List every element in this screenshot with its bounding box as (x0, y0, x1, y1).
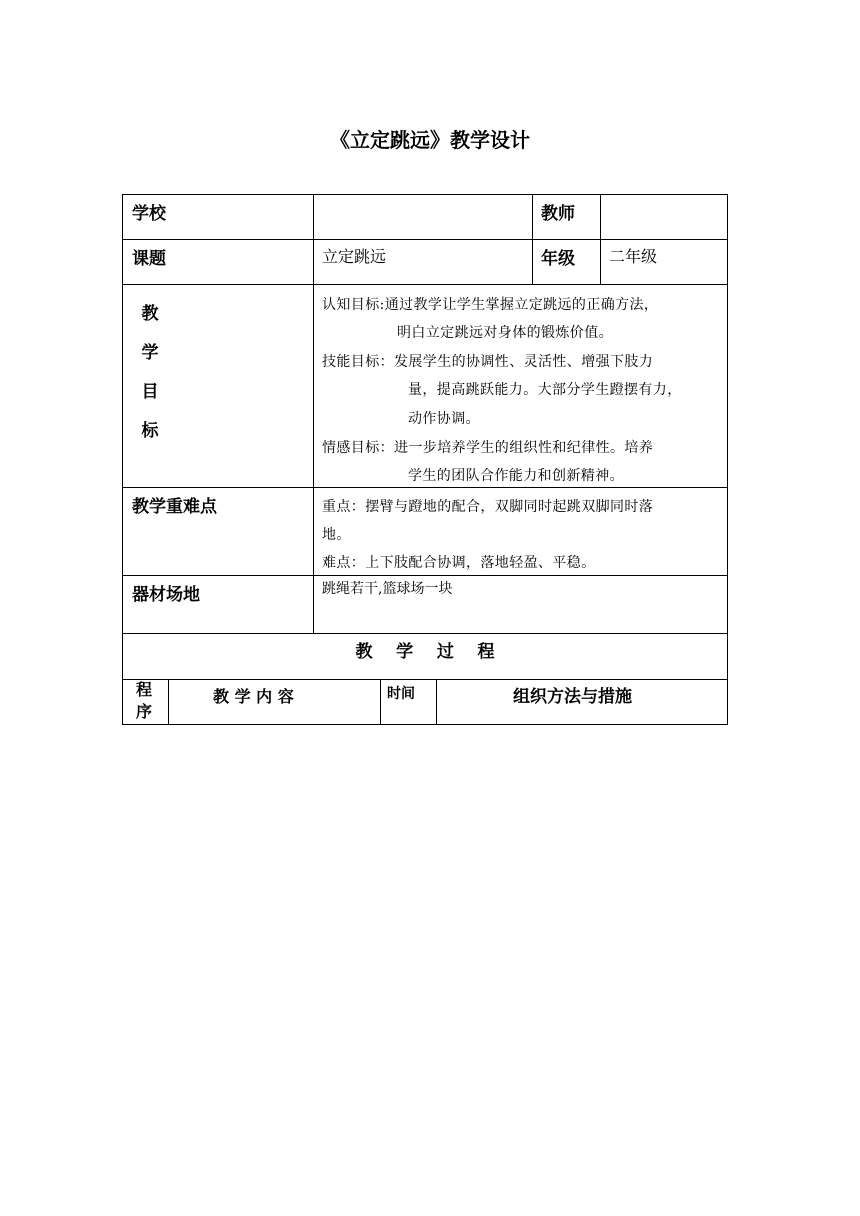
method-header: 组织方法与措施 (513, 687, 632, 707)
difficult-point-line: 难点：上下肢配合协调，落地轻盈、平稳。 (322, 555, 596, 571)
column-divider (313, 195, 314, 633)
goal-affective-line: 学生的团队合作能力和创新精神。 (408, 468, 624, 484)
grade-value: 二年级 (609, 247, 658, 266)
goal-skill-line: 量，提高跳跃能力。大部分学生蹬摆有力， (408, 382, 682, 398)
goal-skill-line: 技能目标：发展学生的协调性、灵活性、增强下肢力 (322, 354, 654, 370)
key-point-line: 重点：摆臂与蹬地的配合，双脚同时起跳双脚同时落 (322, 499, 654, 515)
row-divider (123, 487, 727, 488)
goals-label-char: 教 (141, 304, 159, 324)
goal-affective-line: 情感目标：进一步培养学生的组织性和纪律性。培养 (322, 440, 654, 456)
teacher-label: 教师 (541, 204, 575, 224)
lesson-plan-table (122, 194, 728, 725)
goal-cognitive-line: 明白立定跳远对身体的锻炼价值。 (397, 325, 613, 341)
goal-skill-line: 动作协调。 (408, 411, 480, 427)
goals-label-char: 学 (141, 343, 159, 363)
column-divider (380, 679, 381, 725)
key-points-label: 教学重难点 (132, 497, 217, 517)
column-divider (600, 195, 601, 284)
process-title: 教 学 过 程 (355, 642, 495, 662)
document-title: 《立定跳远》教学设计 (330, 128, 530, 152)
key-point-line: 地。 (322, 527, 351, 543)
column-divider (436, 679, 437, 725)
goals-label-char: 目 (141, 382, 159, 402)
grade-label: 年级 (541, 249, 575, 269)
row-divider (123, 679, 727, 680)
equipment-label: 器材场地 (132, 585, 200, 605)
equipment-value: 跳绳若干,篮球场一块 (322, 581, 453, 597)
row-divider (123, 575, 727, 576)
topic-label: 课题 (132, 249, 166, 269)
topic-value: 立定跳远 (322, 247, 387, 266)
goal-cognitive-line: 认知目标:通过教学让学生掌握立定跳远的正确方法， (322, 297, 659, 313)
row-divider (123, 633, 727, 634)
goals-label-char: 标 (141, 421, 159, 441)
school-label: 学校 (132, 204, 166, 224)
time-header: 时间 (387, 686, 415, 702)
column-divider (168, 679, 169, 725)
row-divider (123, 284, 727, 285)
order-header-top: 程 (136, 680, 153, 699)
column-divider (532, 195, 533, 284)
row-divider (123, 239, 727, 240)
order-header-bottom: 序 (136, 702, 153, 721)
content-header: 教 学 内 容 (213, 687, 294, 706)
